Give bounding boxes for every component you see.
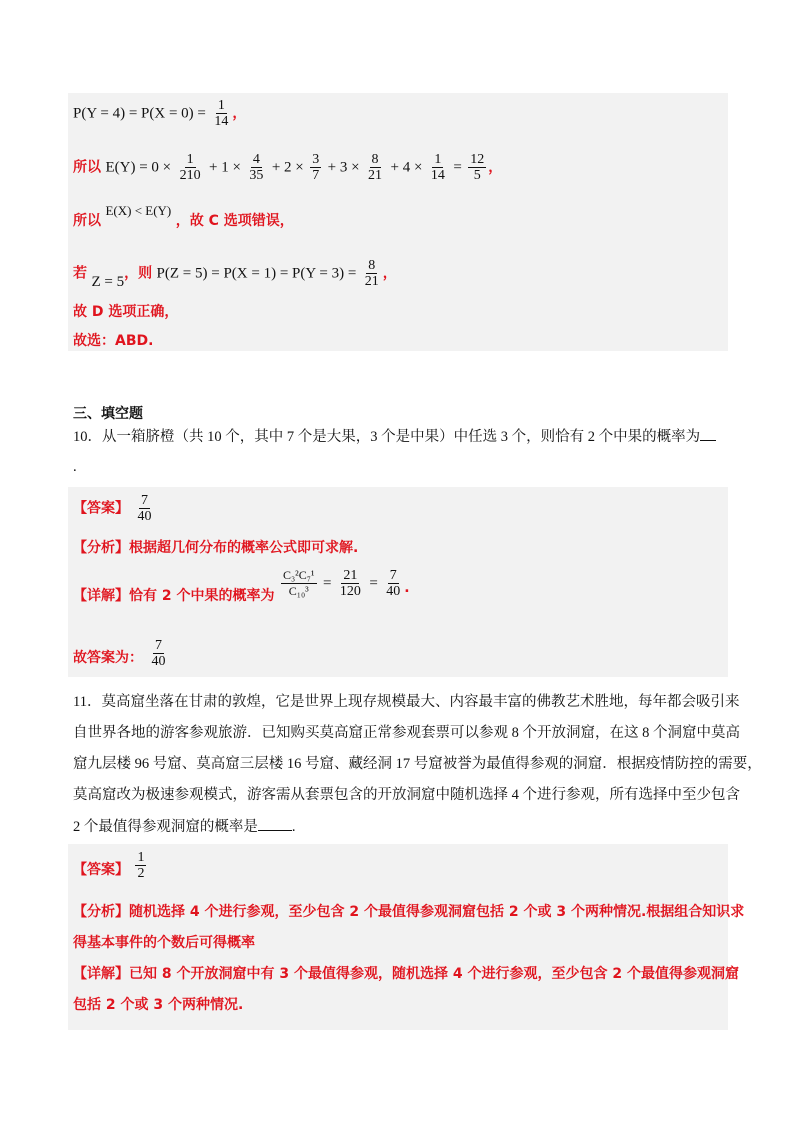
fraction: $\frac{21}{120}$ bbox=[339, 568, 361, 599]
solution-line-6: 故选：ABD. bbox=[73, 333, 154, 349]
solution-line-5: 故 D 选项正确， bbox=[73, 304, 179, 320]
q10-detail: 【详解】恰有 2 个中果的概率为 $\frac{\text{C₃²C₇¹}}{\text{C₁₀³}}$ = $\frac{21}{120}$ = $\frac{7}{40}$ . bbox=[73, 568, 410, 604]
answer-blank bbox=[700, 426, 716, 441]
fraction: $\frac{8}{21}$ bbox=[364, 258, 379, 289]
q11-detail-line-2: 包括 2 个或 3 个两种情况. bbox=[73, 997, 244, 1013]
q11-analysis-line-2: 得基本事件的个数后可得概率 bbox=[73, 935, 255, 951]
fraction: $\frac{1}{210}$ bbox=[179, 152, 201, 183]
solution-line-4: 若 Z = 5，则 P(Z = 5) = P(X = 1) = P(Y = 3) = $\frac{8}{21}$ ， bbox=[73, 258, 397, 290]
section-title: 三、填空题 bbox=[73, 406, 143, 422]
q11-detail-line-1: 【详解】已知 8 个开放洞窟中有 3 个最值得参观，随机选择 4 个进行参观，至少包含 2 个最值得参观洞窟 bbox=[73, 966, 739, 982]
fraction: $\frac{4}{35}$ bbox=[249, 152, 264, 183]
question-10-after-blank: . bbox=[73, 459, 77, 475]
fraction: $\frac{7}{40}$ bbox=[137, 493, 152, 524]
solution-line-1: P(Y = 4) = P(X = 0) = $\frac{1}{14}$ ， bbox=[73, 98, 247, 129]
q10-final: 故答案为： $\frac{7}{40}$ bbox=[73, 638, 166, 669]
fraction: $\frac{3}{7}$ bbox=[312, 152, 320, 183]
q10-answer: 【答案】 $\frac{7}{40}$ bbox=[73, 493, 152, 524]
fraction: $\frac{1}{14}$ bbox=[214, 98, 229, 129]
solution-line-2: 所以 E(Y) = 0 × $\frac{1}{210}$ + 1 × $\frac{4}{35}$ + 2 × $\frac{3}{7}$ + 3 × $\frac{8}{21}$ + 4 × $\frac{1}{14}$ = $\frac{12}{5}$ ， bbox=[73, 152, 503, 183]
q11-line-5: 2 个最值得参观洞窟的概率是 . bbox=[73, 816, 296, 837]
q11-analysis-line-1: 【分析】随机选择 4 个进行参观，至少包含 2 个最值得参观洞窟包括 2 个或 3 个两种情况.根据组合知识求 bbox=[73, 904, 745, 920]
fraction: $\frac{7}{40}$ bbox=[151, 638, 166, 669]
combination-fraction: $\frac{\text{C₃²C₇¹}}{\text{C₁₀³}}$ bbox=[282, 568, 315, 598]
question-10-text: 10．从一箱脐橙（共 10 个，其中 7 个是大果，3 个是中果）中任选 3 个，则恰有 2 个中果的概率为 bbox=[73, 426, 716, 447]
q11-line-3: 窟九层楼 96 号窟、莫高窟三层楼 16 号窟、藏经洞 17 号窟被誉为最值得参观的洞窟．根据疫情防控的需要， bbox=[73, 756, 762, 772]
solution-line-3: 所以 E(X) < E(Y) ，故 C 选项错误， bbox=[73, 203, 294, 229]
fraction: $\frac{8}{21}$ bbox=[368, 152, 383, 183]
q11-line-4: 莫高窟改为极速参观模式，游客需从套票包含的开放洞窟中随机选择 4 个进行参观，所有选择中至少包含 bbox=[73, 787, 740, 803]
fraction: $\frac{7}{40}$ bbox=[386, 568, 401, 599]
math-expr: P(Y = 4) = P(X = 0) = bbox=[73, 105, 206, 122]
fraction: $\frac{1}{14}$ bbox=[430, 152, 445, 183]
fraction: $\frac{1}{2}$ bbox=[137, 850, 145, 881]
fraction: $\frac{12}{5}$ bbox=[470, 152, 485, 183]
q11-line-2: 自世界各地的游客参观旅游．已知购买莫高窟正常参观套票可以参观 8 个开放洞窟，在这 8 个洞窟中莫高 bbox=[73, 725, 740, 741]
q10-analysis: 【分析】根据超几何分布的概率公式即可求解. bbox=[73, 540, 359, 556]
q11-line-1: 11．莫高窟坐落在甘肃的敦煌，它是世界上现存规模最大、内容最丰富的佛教艺术胜地，每年都会吸引来 bbox=[73, 694, 740, 710]
q11-answer: 【答案】 $\frac{1}{2}$ bbox=[73, 850, 145, 881]
answer-blank bbox=[258, 816, 292, 831]
